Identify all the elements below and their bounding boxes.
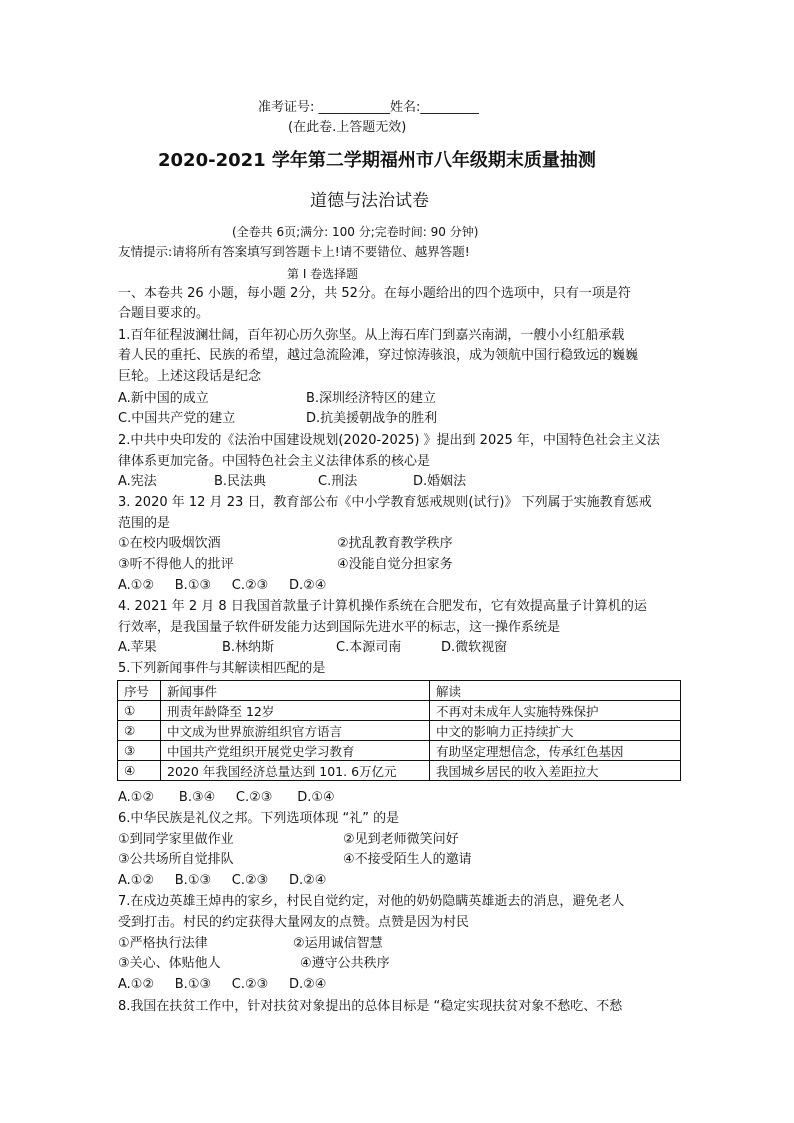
question-text: 受到打击。村民的约定获得大量网友的点赞。点赞是因为村民	[118, 915, 470, 930]
question-text: 范围的是	[118, 516, 171, 531]
answer-options: A.①② B.①③ C.②③ D.②④	[118, 578, 327, 593]
table-row	[118, 721, 681, 741]
table-cell: 有助坚定理想信念，传承红色基因	[430, 741, 681, 761]
statement-4: ④遵守公共秩序	[300, 956, 390, 971]
option-b: B.深圳经济特区的建立	[306, 391, 437, 406]
option-d: D.抗美援朝战争的胜利	[306, 411, 438, 426]
section-instruction: 合题目要求的。	[118, 306, 210, 321]
answer-options: A.①② B.③④ C.②③ D.①④	[118, 790, 335, 805]
question-text: 律体系更加完备。中国特色社会主义法律体系的核心是	[118, 454, 431, 469]
question-text: 6.中华民族是礼仪之邦。下列选项体现 “礼” 的是	[118, 811, 400, 826]
answer-notice: (在此卷.上答题无效)	[288, 120, 407, 135]
table-cell: 中文的影响力正持续扩大	[430, 721, 681, 741]
answer-options: A.①② B.①③ C.②③ D.②④	[118, 873, 327, 888]
question-text: 1.百年征程波澜壮阔，百年初心历久弥坚。从上海石库门到嘉兴南湖，一艘小小红船承载	[118, 328, 625, 343]
section-instruction: 一、本卷共 26 小题，每小题 2分，共 52分。在每小题给出的四个选项中，只有一项是符	[118, 286, 631, 301]
column-header: 新闻事件	[161, 681, 430, 701]
statement-2: ②运用诚信智慧	[293, 936, 383, 951]
answer-options: A.①② B.①③ C.②③ D.②④	[118, 977, 327, 992]
option-c: C.本源司南	[336, 640, 402, 655]
question-text: 巨轮。上述这段话是纪念	[118, 369, 262, 384]
statement-1: ①在校内吸烟饮酒	[118, 536, 221, 551]
table-cell: 2020 年我国经济总量达到 101. 6万亿元	[161, 761, 430, 781]
table-cell: ④	[118, 761, 161, 781]
option-b: B.林纳斯	[222, 640, 275, 655]
exam-subject: 道德与法治试卷	[310, 191, 429, 211]
table-cell: ①	[118, 701, 161, 721]
table-cell: 刑责年龄降至 12岁	[161, 701, 430, 721]
question-text: 着人民的重托、民族的希望，越过急流险滩，穿过惊涛骇浪，成为领航中国行稳致远的巍巍	[118, 348, 639, 363]
exam-info: (全卷共 6页;满分: 100 分;完卷时间: 90 分钟)	[232, 225, 479, 239]
statement-1: ①严格执行法律	[118, 936, 208, 951]
volume-heading: 第 I 卷选择题	[287, 267, 359, 281]
table-cell: ②	[118, 721, 161, 741]
table-row	[118, 761, 681, 781]
question-text: 7.在戍边英雄王焯冉的家乡，村民自觉约定，对他的奶奶隐瞒英雄逝去的消息，避免老人	[118, 894, 625, 909]
question-text: 行效率，是我国量子软件研发能力达到国际先进水平的标志，这一操作系统是	[118, 620, 561, 635]
option-b: B.民法典	[214, 474, 267, 489]
statement-3: ③关心、体贴他人	[118, 956, 221, 971]
candidate-info-line: 准考证号: ___________姓名:_________	[258, 100, 479, 115]
statement-2: ②扰乱教育教学秩序	[337, 536, 453, 551]
option-a: A.新中国的成立	[118, 391, 209, 406]
friendly-tip: 友情提示:请将所有答案填写到答题卡上!请不要错位、越界答题!	[118, 244, 470, 259]
column-header: 解读	[430, 681, 681, 701]
table-row	[118, 741, 681, 761]
option-c: C.中国共产党的建立	[118, 411, 236, 426]
question-text: 4. 2021 年 2 月 8 日我国首款量子计算机操作系统在合肥发布，它有效提高量子计算机的运	[118, 599, 647, 614]
table-cell: 不再对未成年人实施特殊保护	[430, 701, 681, 721]
question-text: 3. 2020 年 12 月 23 日，教育部公布《中小学教育惩戒规则(试行)》 下列属于实施教育惩戒	[118, 495, 652, 510]
column-header: 序号	[118, 681, 161, 701]
option-a: A.宪法	[118, 474, 157, 489]
option-a: A.苹果	[118, 640, 157, 655]
option-d: D.婚姻法	[413, 474, 467, 489]
table-cell: 我国城乡居民的收入差距拉大	[430, 761, 681, 781]
statement-1: ①到同学家里做作业	[118, 832, 234, 847]
statement-3: ③公共场所自觉排队	[118, 852, 234, 867]
statement-4: ④没能自觉分担家务	[337, 557, 453, 572]
table-cell: ③	[118, 741, 161, 761]
table-header-row	[118, 681, 681, 701]
question-text: 2.中共中央印发的《法治中国建设规划(2020-2025) 》提出到 2025 年，中国特色社会主义法	[118, 433, 660, 448]
statement-3: ③听不得他人的批评	[118, 557, 234, 572]
news-table	[117, 680, 681, 781]
table-cell: 中文成为世界旅游组织官方语言	[161, 721, 430, 741]
option-c: C.刑法	[318, 474, 358, 489]
exam-title: 2020-2021 学年第二学期福州市八年级期末质量抽测	[158, 150, 596, 171]
table-cell: 中国共产党组织开展党史学习教育	[161, 741, 430, 761]
statement-4: ④不接受陌生人的邀请	[343, 852, 472, 867]
question-text: 8.我国在扶贫工作中，针对扶贫对象提出的总体目标是 “稳定实现扶贫对象不愁吃、不愁	[118, 999, 623, 1014]
option-d: D.微软视窗	[441, 640, 508, 655]
question-text: 5.下列新闻事件与其解读相匹配的是	[118, 661, 326, 676]
table-row	[118, 701, 681, 721]
statement-2: ②见到老师微笑问好	[343, 832, 459, 847]
